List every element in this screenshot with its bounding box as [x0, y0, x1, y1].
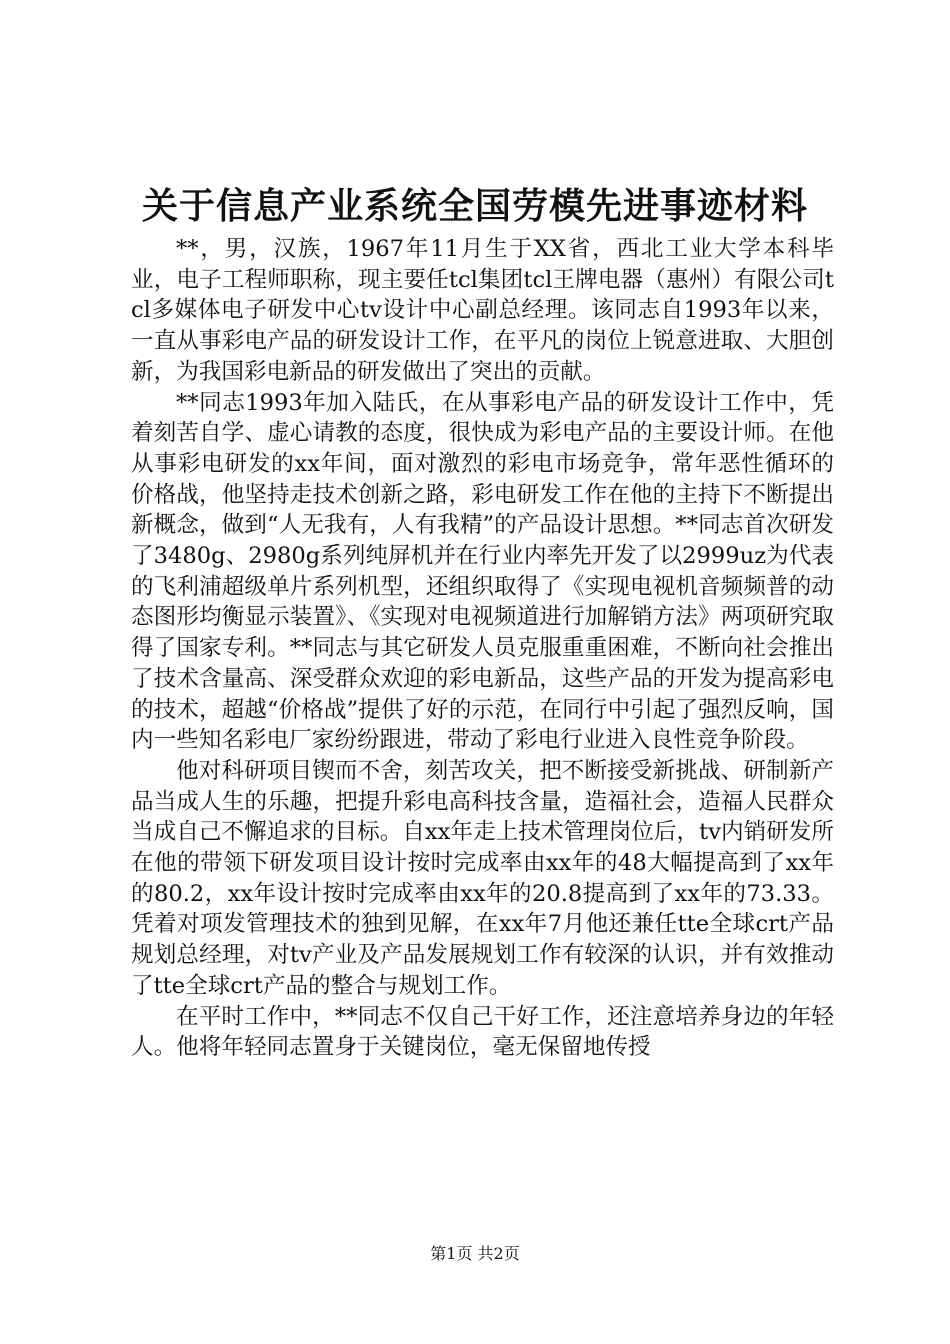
- document-body: [131, 234, 834, 1063]
- paragraph-4: 在平时工作中，**同志不仅自己干好工作，还注意培养身边的年轻人。他将年轻同志置身于关键岗位，毫无保留地传授: [131, 1003, 834, 1061]
- page-number-footer: 第1页 共2页: [430, 1244, 520, 1263]
- paragraph-3: 他对科研项目锲而不舍，刻苦攻关，把不断接受新挑战、研制新产品当成人生的乐趣，把提升彩电高科技含量，造福社会，造福人民群众当成自己不懈追求的目标。自xx年走上技术管理岗位后，tv内销研发所在他的带领下研发项目设计按时完成率由xx年的48大幅提高到了xx年的80.2，xx年设计按时完成率由xx年的20.8提高到了xx年的73.33。凭着对项发管理技术的独到见解，在xx年7月他还兼任tte全球crt产品规划总经理，对tv产业及产品发展规划工作有较深的认识，并有效推动了tte全球crt产品的整合与规划工作。: [131, 757, 834, 999]
- paragraph-2: **同志1993年加入陆氏，在从事彩电产品的研发设计工作中，凭着刻苦自学、虚心请教的态度，很快成为彩电产品的主要设计师。在他从事彩电研发的xx年间，面对激烈的彩电市场竞争，常年恶性循环的价格战，他坚持走技术创新之路，彩电研发工作在他的主持下不断提出新概念，做到“人无我有，人有我精”的产品设计思想。**同志首次研发了3480g、2980g系列纯屏机并在行业内率先开发了以2999uz为代表的飞利浦超级单片系列机型，还组织取得了《实现电视机音频频普的动态图形均衡显示装置》、《实现对电视频道进行加解销方法》两项研究取得了国家专利。**同志与其它研发人员克服重重困难，不断向社会推出了技术含量高、深受群众欢迎的彩电新品，这些产品的开发为提高彩电的技术，超越“价格战”提供了好的示范，在同行中引起了强烈反响，国内一些知名彩电厂家纷纷跟进，带动了彩电行业进入良性竞争阶段。: [131, 389, 834, 754]
- document-title: 关于信息产业系统全国劳模先进事迹材料: [141, 186, 808, 227]
- paragraph-1: **，男，汉族，1967年11月生于XX省，西北工业大学本科毕业，电子工程师职称，现主要任tcl集团tcl王牌电器（惠州）有限公司tcl多媒体电子研发中心tv设计中心副总经理。该同志自1993年以来，一直从事彩电产品的研发设计工作，在平凡的岗位上锐意进取、大胆创新，为我国彩电新品的研发做出了突出的贡献。: [131, 236, 834, 385]
